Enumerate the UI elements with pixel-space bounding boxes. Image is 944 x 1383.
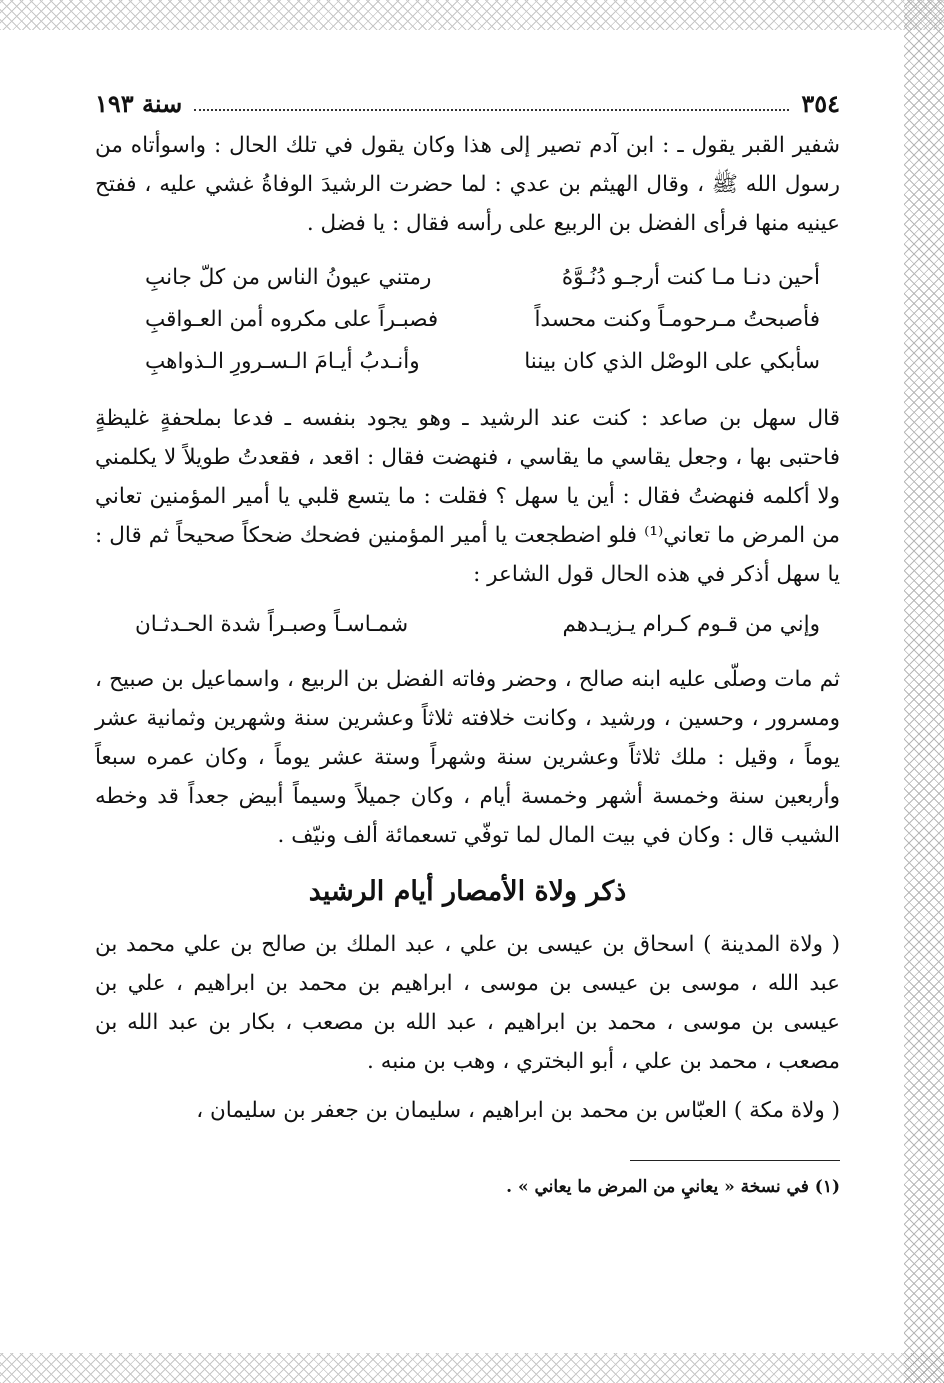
decorative-border-bottom [0,1353,944,1383]
section-heading: ذكر ولاة الأمصار أيام الرشيد [308,876,627,907]
footnote-divider [630,1160,840,1161]
poem-verses [115,257,820,383]
paragraph-2: قال سهل بن صاعد : كنت عند الرشيد ـ وهو يجود بنفسه ـ فدعا بملحفةٍ غليظةٍ فاحتبى بها ، وجعل يقاسي ما يقاسي ، فنهضت فقال : اقعد ، فقعدتُ طويلاً لا يكلمني ولا أكلمه فنهضتُ فقال : أين يا سهل ؟ فقلت : ما يتسع قلبي يا أمير المؤمنين تعاني من المرض ما تعاني⁽¹⁾ فلو اضطجعت يا أمير المؤمنين فضحك ضحكاً صحيحاً ثم قال : يا سهل أذكر في هذه الحال قول الشاعر : [95,406,840,587]
verse-second-hemistich: رمتني عيونُ الناس من كلّ جانبِ [145,265,432,290]
verse-line [115,257,820,299]
poem-single-verse [135,604,820,646]
verse-line [115,341,820,383]
verse-first-hemistich: وإني من قـوم كـرام يـزيـدهم [562,612,820,637]
verse-second-hemistich: شمـاسـاً وصبـراً شدة الحـدثـان [135,612,409,637]
book-page [95,82,840,1352]
footnote: (١) في نسخة « يعانيِ من المرض ما يعاني » . [506,1177,840,1197]
paragraph-5: ( ولاة مكة ) العبّاس بن محمد بن ابراهيم ، سليمان بن جعفر بن سليمان ، [196,1098,840,1123]
running-header [95,82,840,118]
paragraph-3: ثم مات وصلّى عليه ابنه صالح ، وحضر وفاته الفضل بن الربيع ، واسماعيل بن صبيح ، ومسرور ، وحسين ، ورشيد ، وكانت خلافته ثلاثاً وعشرين سنة وشهرين وثمانية عشر يوماً ، وقيل : ملك ثلاثاً وعشرين سنة وشهراً وستة عشر يوماً ، وكان عمره سبعاً وأربعين سنة وخمسة أشهر وخمسة أيام ، وكان جميلاً وسيماً أبيض جعداً قد وخطه الشيب قال : وكان في بيت المال لما توفّي تسعمائة ألف ونيّف . [95,667,840,848]
verse-second-hemistich: وأنـدبُ أيـامَ الـسـرورِ الـذواهبِ [145,349,420,374]
page-number: ٣٥٤ [801,89,840,118]
year-label: سنة ١٩٣ [95,89,183,118]
verse-first-hemistich: أحين دنـا مـا كنت أرجـو دُنُـوَّهُ [561,265,820,290]
header-dotted-leader [194,109,789,111]
decorative-border-top [0,0,944,30]
verse-line [115,299,820,341]
verse-second-hemistich: فصبـراً على مكروه أمن العـواقبِ [145,307,439,332]
decorative-border-right [904,0,944,1383]
paragraph-1: شفير القبر يقول ـ : ابن آدم تصير إلى هذا وكان يقول في تلك الحال : واسوأتاه من رسول الله ﷺ ، وقال الهيثم بن عدي : لما حضرت الرشيدَ الوفاةُ غشي عليه ، ففتح عينيه منها فرأى الفضل بن الربيع على رأسه فقال : يا فضل . [95,133,840,236]
paragraph-4: ( ولاة المدينة ) اسحاق بن عيسى بن علي ، عبد الملك بن صالح بن علي محمد بن عبد الله ، موسى بن عيسى بن موسى ، ابراهيم بن محمد بن ابراهيم ، علي بن عيسى بن موسى ، محمد بن ابراهيم ، عبد الله بن مصعب ، بكار بن عبد الله بن مصعب ، محمد بن علي ، أبو البختري ، وهب بن منبه . [95,932,840,1074]
verse-first-hemistich: فأصبحتُ مـرحومـاً وكنت محسداً [534,307,820,332]
verse-first-hemistich: سأبكي على الوصْل الذي كان بيننا [524,349,820,374]
